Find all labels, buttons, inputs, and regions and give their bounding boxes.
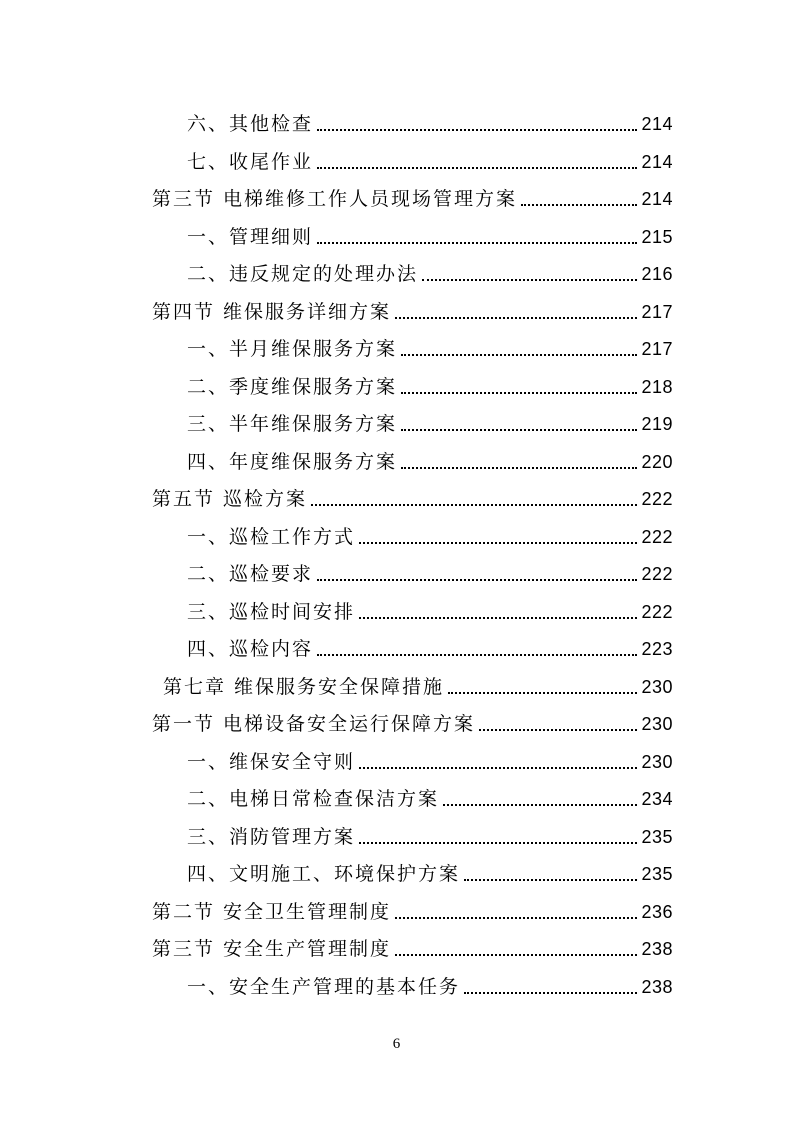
dot-leader xyxy=(317,654,637,656)
dot-leader xyxy=(359,842,637,844)
toc-entry[interactable] xyxy=(187,550,673,587)
dot-leader xyxy=(317,242,637,244)
dot-leader xyxy=(317,129,637,131)
toc-entry-title: 二、电梯日常检查保洁方案 xyxy=(187,788,440,810)
toc-entry-title: 第四节 维保服务详细方案 xyxy=(152,300,392,323)
toc-entry[interactable] xyxy=(152,700,673,737)
toc-entry[interactable] xyxy=(187,138,673,175)
toc-entry-page: 230 xyxy=(641,676,673,697)
toc-entry-page: 222 xyxy=(641,489,673,509)
toc-entry-page: 222 xyxy=(641,564,673,584)
toc-entry[interactable] xyxy=(187,400,673,437)
toc-entry[interactable] xyxy=(163,663,673,700)
toc-entry-page: 223 xyxy=(641,639,673,659)
toc-entry-title: 三、消防管理方案 xyxy=(187,825,356,848)
toc-entry-page: 230 xyxy=(641,751,673,772)
toc-entry-page: 234 xyxy=(641,789,673,809)
toc-entry[interactable] xyxy=(152,475,673,512)
dot-leader xyxy=(317,579,637,581)
toc-entry-page: 222 xyxy=(641,601,673,622)
dot-leader xyxy=(401,429,637,431)
toc-entry-title: 第五节 巡检方案 xyxy=(152,488,308,510)
toc-entry-title: 二、违反规定的处理办法 xyxy=(187,263,419,285)
dot-leader xyxy=(395,917,637,919)
dot-leader xyxy=(359,617,637,619)
toc-entry[interactable] xyxy=(152,175,673,212)
toc-entry[interactable] xyxy=(187,963,673,1000)
toc-entry-page: 238 xyxy=(641,976,673,997)
dot-leader xyxy=(395,317,637,319)
toc-entry-title: 一、半月维保服务方案 xyxy=(187,338,398,360)
toc-entry[interactable] xyxy=(187,738,673,775)
toc-entry-page: 235 xyxy=(641,864,673,884)
toc-entry-title: 一、安全生产管理的基本任务 xyxy=(187,975,461,998)
toc-entry[interactable] xyxy=(152,888,673,925)
toc-entry-title: 七、收尾作业 xyxy=(187,150,314,173)
toc-entry-page: 218 xyxy=(641,376,673,397)
toc-entry-title: 第七章 维保服务安全保障措施 xyxy=(163,675,445,698)
toc-entry[interactable] xyxy=(187,325,673,362)
toc-entry-title: 三、巡检时间安排 xyxy=(187,600,356,623)
toc-entry-title: 第三节 电梯维修工作人员现场管理方案 xyxy=(152,188,518,210)
toc-entry[interactable] xyxy=(187,775,673,812)
toc-entry[interactable] xyxy=(187,513,673,550)
dot-leader xyxy=(479,729,637,731)
dot-leader xyxy=(359,767,637,769)
dot-leader xyxy=(521,204,637,206)
toc-entry-title: 四、巡检内容 xyxy=(187,638,314,660)
toc-entry-page: 236 xyxy=(641,901,673,922)
toc-entry-title: 第一节 电梯设备安全运行保障方案 xyxy=(152,713,476,735)
toc-entry-title: 四、文明施工、环境保护方案 xyxy=(187,863,461,885)
dot-leader xyxy=(311,504,637,506)
toc-entry[interactable] xyxy=(187,813,673,850)
dot-leader xyxy=(401,467,637,469)
toc-entry-page: 216 xyxy=(641,264,673,284)
dot-leader xyxy=(422,279,637,281)
toc-entry[interactable] xyxy=(187,438,673,475)
toc-entry[interactable] xyxy=(187,850,673,887)
toc-entry-page: 217 xyxy=(641,339,673,359)
toc-entry-page: 230 xyxy=(641,714,673,734)
toc-entry-page: 238 xyxy=(641,939,673,959)
toc-entry-page: 219 xyxy=(641,414,673,434)
toc-entry-title: 四、年度维保服务方案 xyxy=(187,450,398,473)
toc-entry-page: 214 xyxy=(641,189,673,209)
toc-entry-title: 一、巡检工作方式 xyxy=(187,525,356,548)
toc-entry-page: 214 xyxy=(641,151,673,172)
toc-entry-page: 214 xyxy=(641,114,673,134)
page-number: 6 xyxy=(392,1036,401,1052)
toc-entry-title: 一、维保安全守则 xyxy=(187,750,356,773)
toc-entry-page: 222 xyxy=(641,526,673,547)
toc-entry-title: 二、季度维保服务方案 xyxy=(187,375,398,398)
toc-entry[interactable] xyxy=(187,250,673,287)
dot-leader xyxy=(443,804,637,806)
toc-entry[interactable] xyxy=(152,288,673,325)
toc-entry-page: 220 xyxy=(641,451,673,472)
toc-entry-title: 三、半年维保服务方案 xyxy=(187,413,398,435)
toc-entry-page: 215 xyxy=(641,226,673,247)
toc-entry[interactable] xyxy=(187,363,673,400)
dot-leader xyxy=(317,167,637,169)
toc-entry-title: 一、管理细则 xyxy=(187,225,314,248)
dot-leader xyxy=(395,954,637,956)
toc-entry[interactable] xyxy=(187,625,673,662)
toc-entry-title: 二、巡检要求 xyxy=(187,563,314,585)
toc-entry-title: 第三节 安全生产管理制度 xyxy=(152,938,392,960)
dot-leader xyxy=(401,392,637,394)
toc-entry-page: 235 xyxy=(641,826,673,847)
toc-entry-title: 六、其他检查 xyxy=(187,113,314,135)
toc-entry[interactable] xyxy=(187,588,673,625)
toc-entry-page: 217 xyxy=(641,301,673,322)
dot-leader xyxy=(359,542,637,544)
toc-entry-title: 第二节 安全卫生管理制度 xyxy=(152,900,392,923)
toc-entry[interactable] xyxy=(187,100,673,137)
dot-leader xyxy=(448,692,637,694)
dot-leader xyxy=(464,879,637,881)
dot-leader xyxy=(464,992,637,994)
dot-leader xyxy=(401,354,637,356)
toc-entry[interactable] xyxy=(187,213,673,250)
toc-entry[interactable] xyxy=(152,925,673,962)
